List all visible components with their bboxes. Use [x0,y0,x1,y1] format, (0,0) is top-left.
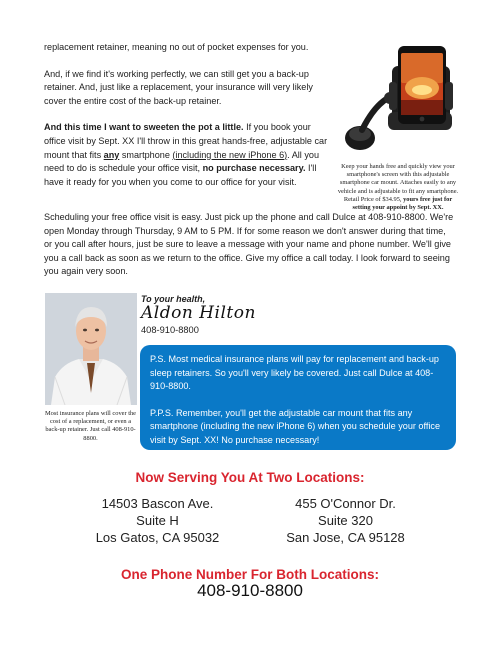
offer-text-4: I'll have it ready for you when you come to our office for your visit. [44,163,317,187]
car-mount-phone-image [340,42,460,160]
signature-phone: 408-910-8800 [141,325,199,335]
address-san-jose [268,495,423,546]
doctor-caption: Most insurance plans will cover the cost of a replacement, or even a back-up retainer. Just call 408-910-8800. [44,410,137,442]
postscript-box [140,345,456,450]
phone-number: 408-910-8800 [197,581,303,600]
address-street: 14503 Bascon Ave. [101,496,214,511]
paragraph-offer [44,121,334,189]
offer-any: any [103,149,120,160]
car-mount-caption [336,163,460,212]
car-mount-caption-text: Keep your hands free and quickly view your smartphone's screen with this adjustable smartphone car mount. Attaches easily to any vehicle and is adjustable to fit any smartphone. Retail Price of $34.95, [337,163,459,203]
address-los-gatos [80,495,235,546]
car-mount-caption-offer: yours free just for setting your appoint by Sept. XX. [352,195,453,212]
address-city: Los Gatos, CA 95032 [95,530,220,545]
address-suite: Suite H [136,513,179,528]
offer-no-purchase: no purchase necessary. [202,163,306,174]
phone-heading: One Phone Number For Both Locations: [120,567,379,582]
postscript-ps: P.S. Most medical insurance plans will pay for replacement and back-up sleep retainers. So you'll very likely be covered. Just call Dulce at 408-910-8800. [150,354,439,391]
postscript-pps: P.P.S. Remember, you'll get the adjustable car mount that fits any smartphone (including the new iPhone 6) when you schedule your office visit by Sept. XX! No purchase necessary! [150,407,441,445]
address-street: 455 O'Connor Dr. [295,496,396,511]
paragraph-scheduling: Scheduling your free office visit is easy. Just pick up the phone and call Dulce at 408-910-8800. We're open Monday through Thursday, 9 AM to 5 PM. If for some reason we don't answer during that time, or you call after hours, just be sure to leave a message with your name and phone number. We'll give you a call back as soon as we return to the office. Give my office a call today. I look forward to seeing you again very soon. [44,212,454,277]
address-suite: Suite 320 [318,513,373,528]
locations-heading: Now Serving You At Two Locations: [135,470,365,485]
paragraph-retainer: replacement retainer, meaning no out of pocket expenses for you. [44,42,309,52]
offer-iphone: (including the new iPhone 6) [172,149,288,160]
offer-lead: And this time I want to sweeten the pot a little. [44,122,244,133]
offer-text-2: smartphone [119,149,173,160]
signature-name: Aldon Hilton [141,303,256,323]
doctor-photo [45,293,137,405]
offer-text-1: If you book your office visit by Sept. XX I'll throw in this great hands-free, adjustable car mount that fits [44,122,328,160]
address-city: San Jose, CA 95128 [286,530,405,545]
offer-text-3: . All you need to do is schedule your office visit, [44,149,320,174]
signature-closing: To your health, [141,294,206,304]
paragraph-backup: And, if we find it's working perfectly, we can still get you a back-up retainer. And, just like a replacement, your insurance will very likely cover the entire cost of the back-up retainer. [44,68,313,106]
letter-body-top [44,41,334,189]
